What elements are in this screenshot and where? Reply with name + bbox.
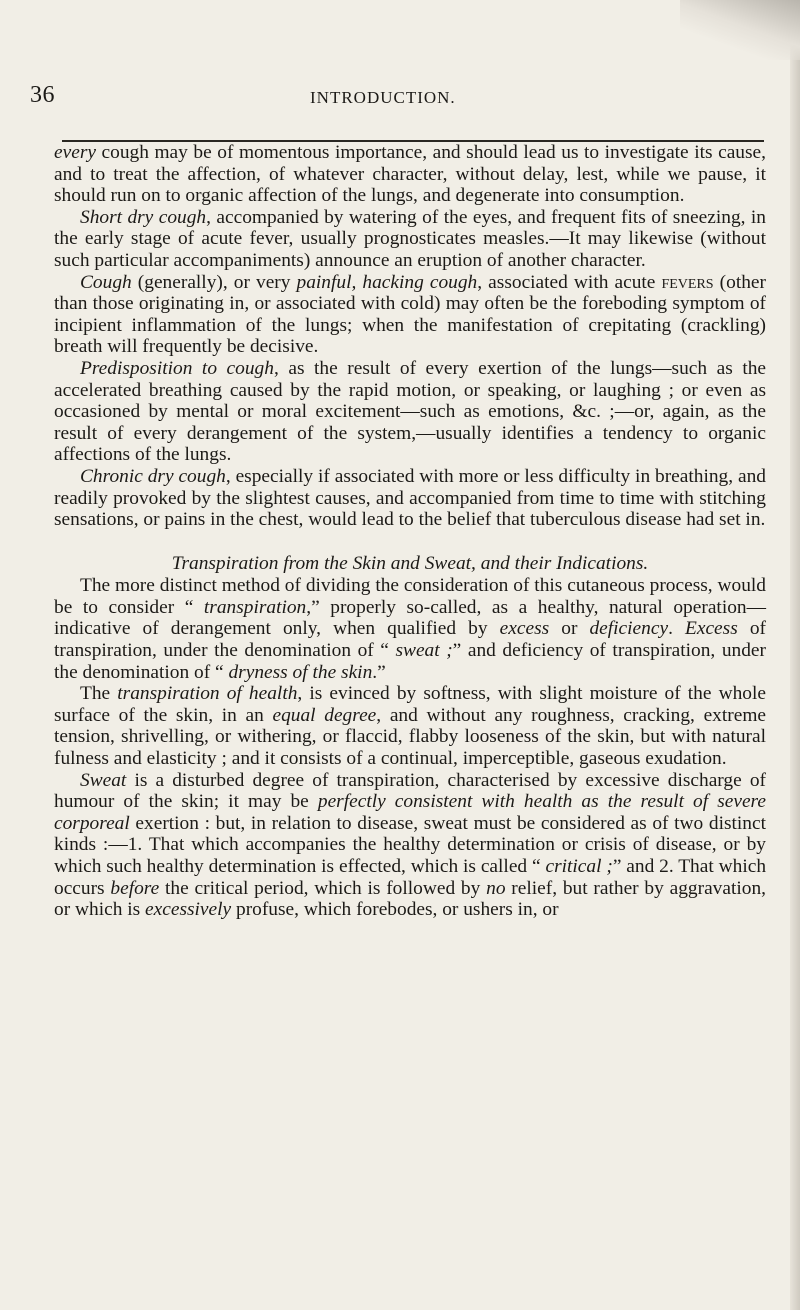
- paragraph: [54, 358, 766, 466]
- running-head: [30, 82, 800, 112]
- italic-text: transpiration of health: [117, 683, 298, 705]
- italic-text: sweat ;: [395, 640, 453, 662]
- paragraph: [54, 207, 766, 272]
- text-run: , accompanied by watering of the eyes, and frequent fits of sneezing, in the early stage of acute fever, usually prognosticates measles.—It may likewise (without such particular accompaniments) announce an eruption of another character.: [54, 206, 766, 271]
- text-run: , especially if associated with more or less difficulty in breathing, and readily provoked by the slightest causes, and accompanied from time to time with stitching sensations, or pains in the chest, would lead to the belief that tuberculous disease had set in.: [54, 465, 766, 531]
- text-run: .: [668, 618, 685, 640]
- italic-text: Predisposition to cough: [80, 357, 274, 379]
- text-run: The: [80, 683, 118, 705]
- italic-text: Sweat: [80, 769, 127, 791]
- section-heading: Transpiration from the Skin and Sweat, and their Indications.: [171, 552, 649, 574]
- italic-text: no: [486, 877, 506, 899]
- paragraph: [54, 575, 766, 683]
- text-run: , is evinced by softness, with slight moisture of the whole surface of the skin, in an: [54, 683, 766, 726]
- text-run: ,” properly so-called, as a healthy, natural operation—indicative of derangement only, when qualified by: [54, 596, 766, 640]
- paragraph: [54, 142, 766, 207]
- cough-paragraphs: [54, 142, 766, 531]
- transpiration-paragraphs: [54, 575, 766, 921]
- text-run: cough may be of momentous importance, and should lead us to investigate its cause, and to treat the affection, of whatever character, without delay, lest, while we pause, it should run on to organic affection of the lungs, and degenerate into consumption.: [54, 142, 766, 207]
- paragraph: [54, 272, 766, 358]
- text-run: , associated with acute: [477, 271, 662, 293]
- italic-text: perfectly consistent with health as the result of severe corporeal: [54, 791, 766, 834]
- text-run: is a disturbed degree of transpiration, characterised by excessive discharge of humour of the skin; it may be: [54, 769, 766, 813]
- italic-text: Cough: [80, 271, 132, 293]
- text-run: , and without any roughness, cracking, extreme tension, shrivelling, or withering, or flaccid, flabby looseness of the skin, but with natural fulness and elasticity ; and it consists of a continual, imperceptible, gaseous exudation.: [54, 704, 767, 770]
- italic-text: deficiency: [589, 618, 669, 640]
- text-run: ” and 2. That which occurs: [54, 856, 767, 899]
- italic-text: Excess: [685, 618, 738, 640]
- paragraph: [54, 770, 766, 921]
- page-corner-shadow: [680, 0, 800, 60]
- italic-text: Chronic dry cough: [80, 465, 226, 487]
- italic-text: excessively: [145, 899, 232, 921]
- italic-text: painful, hacking cough: [296, 271, 478, 293]
- italic-text: Short dry cough: [80, 206, 207, 228]
- italic-text: dryness of the skin: [228, 661, 373, 683]
- text-run: .”: [372, 661, 386, 683]
- text-run: exertion : but, in relation to disease, sweat must be considered as of two distinct kinds :—1. That which accompanies the healthy determination or crisis of disease, or by which such healthy determination is effected, which is called “: [54, 812, 766, 877]
- text-run: or: [549, 618, 590, 640]
- italic-text: transpiration: [203, 596, 307, 618]
- paragraph: [54, 683, 766, 769]
- paragraph: [54, 466, 766, 531]
- italic-text: excess: [499, 618, 550, 640]
- page-edge: [790, 0, 800, 1310]
- text-run: the critical period, which is followed by: [159, 877, 487, 899]
- text-run: ” and deficiency of transpiration, under the denomination of “: [54, 640, 766, 683]
- text-run: relief, but rather by aggravation, or which is: [54, 877, 766, 921]
- small-caps-text: fevers: [661, 271, 714, 293]
- running-title: INTRODUCTION.: [310, 88, 456, 107]
- text-run: of transpiration, under the denomination of “: [54, 618, 766, 662]
- italic-text: equal degree: [272, 704, 377, 726]
- text-run: (generally), or very: [131, 271, 297, 293]
- text-run: The more distinct method of dividing the consideration of this cutaneous process, would be to consider “: [54, 575, 766, 618]
- text-run: (other than those originating in, or associated with cold) may often be the foreboding symptom of incipient inflammation of the lungs; when the manifestation of crepitating (crackling) breath will frequently be decisive.: [54, 271, 766, 358]
- text-run: profuse, which forebodes, or ushers in, or: [231, 899, 559, 921]
- text-run: , as the result of every exertion of the lungs—such as the accelerated breathing caused by the rapid motion, or speaking, or laughing ; or even as occasioned by mental or moral excitement—such as emotions, &c. ;—or, again, as the result of every derangement of the system,—usually identifies a tendency to organic affections of the lungs.: [54, 357, 767, 466]
- body-text: [54, 142, 766, 921]
- italic-text: before: [110, 877, 160, 899]
- italic-text: critical ;: [545, 856, 613, 877]
- page-number: 36: [30, 82, 55, 108]
- italic-text: every: [54, 142, 96, 163]
